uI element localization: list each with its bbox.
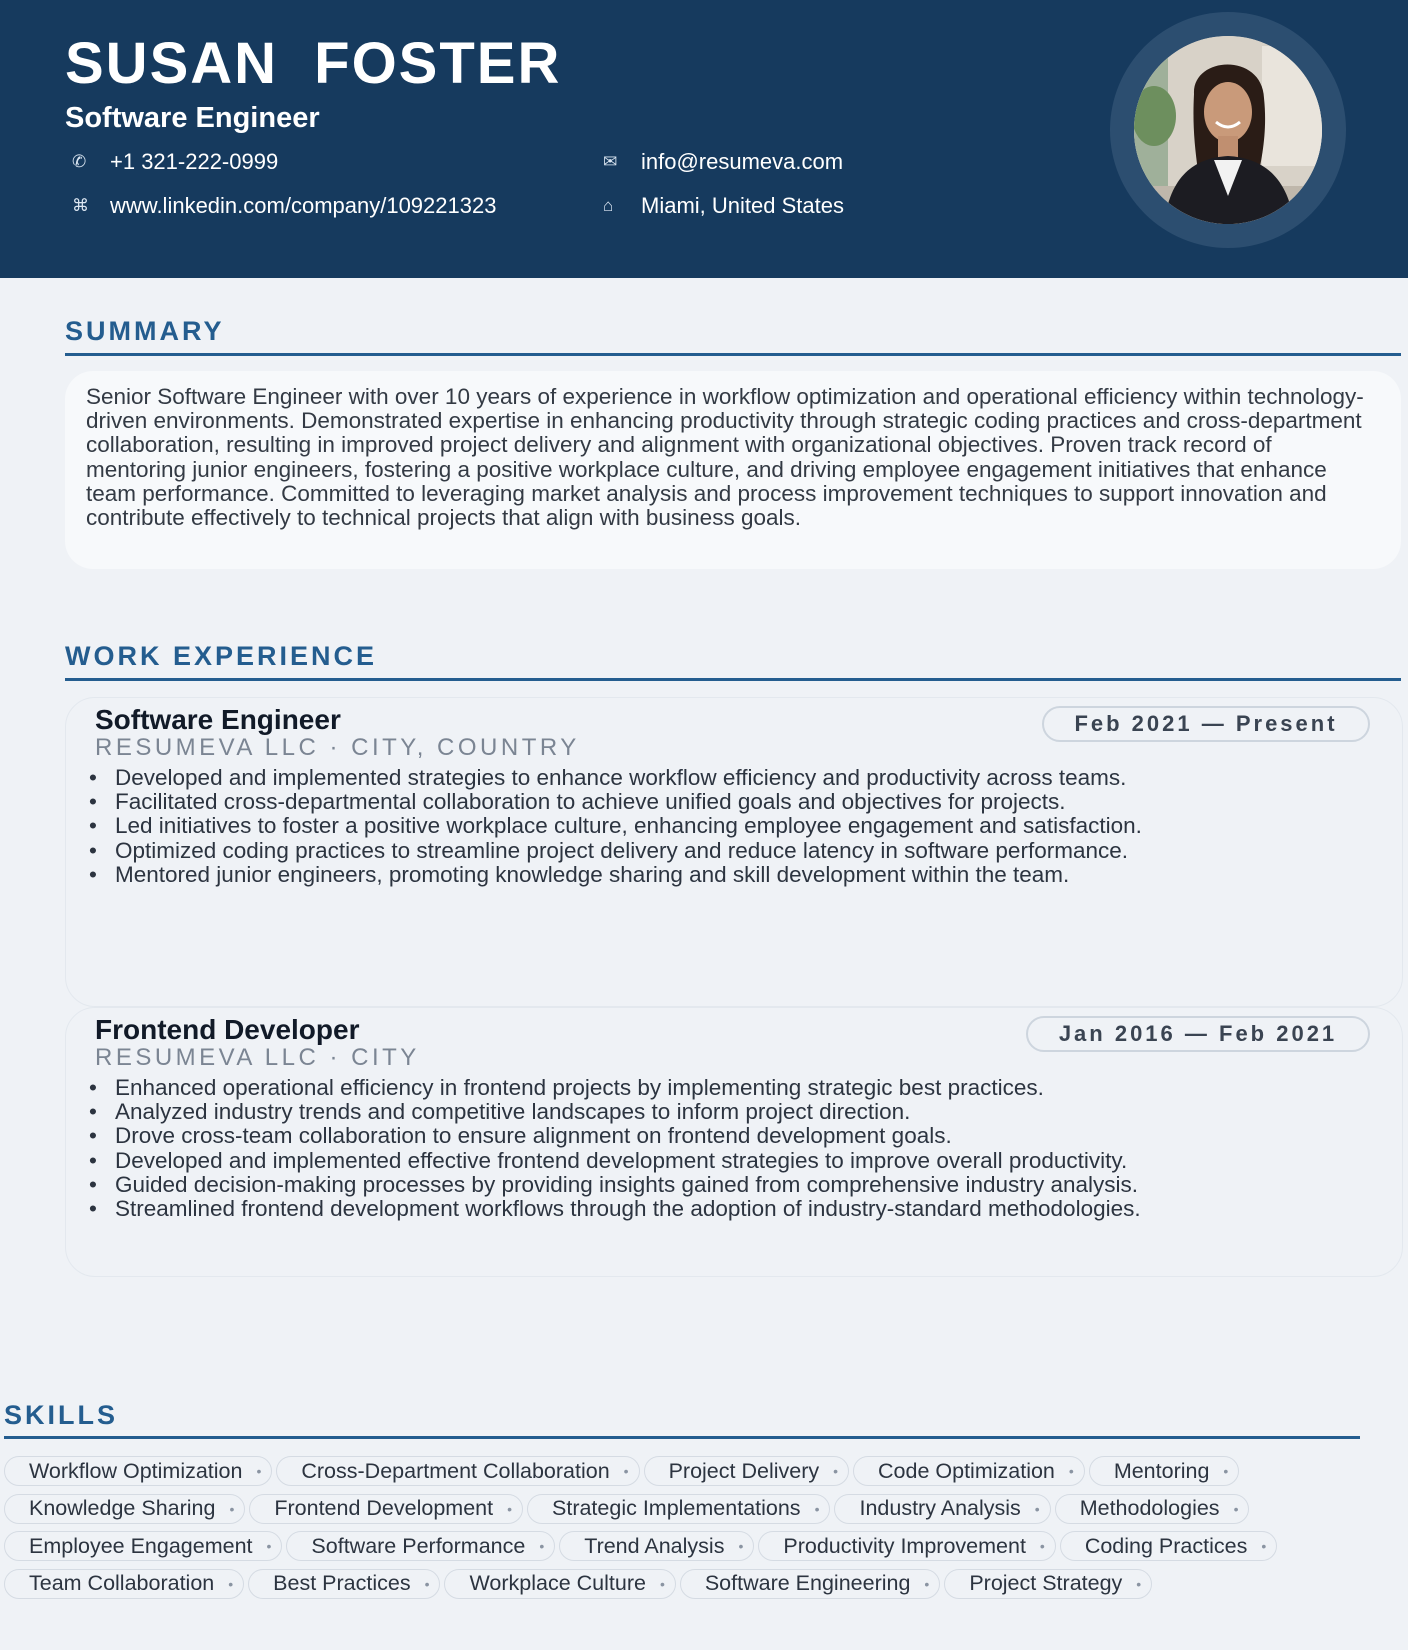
job-dates: Feb 2021 — Present — [1042, 706, 1370, 742]
skill-label: Coding Practices — [1084, 1533, 1248, 1558]
skill-label: Cross-Department Collaboration — [301, 1458, 610, 1483]
dot-icon: • — [1068, 1463, 1074, 1479]
job-title: Software Engineer — [95, 704, 341, 735]
list-item: • Facilitated cross-departmental collaboration to achieve unified goals and objectives for projects. — [89, 790, 1142, 814]
list-item: • Streamlined frontend development workflows through the adoption of industry-standard methodologies. — [89, 1197, 1141, 1221]
skill-label: Trend Analysis — [584, 1533, 725, 1558]
dot-icon: • — [1136, 1575, 1142, 1592]
resume-header — [0, 0, 1408, 278]
dot-icon: • — [424, 1575, 430, 1592]
email-icon: ✉ — [603, 152, 618, 171]
phone-icon: ✆ — [72, 152, 87, 171]
skill-label: Mentoring — [1113, 1458, 1210, 1483]
skill-label: Workflow Optimization — [29, 1458, 243, 1483]
skill-chip — [248, 1569, 440, 1599]
skill-row — [4, 1531, 1324, 1561]
skill-chip — [276, 1456, 639, 1486]
skill-chip — [758, 1531, 1055, 1561]
location-text: Miami, United States — [641, 193, 844, 218]
skill-row — [4, 1494, 1324, 1524]
list-item: • Optimized coding practices to streamline project delivery and reduce latency in software performance. — [89, 839, 1142, 863]
skill-label: Workplace Culture — [469, 1571, 646, 1595]
skill-label: Code Optimization — [878, 1458, 1055, 1483]
skill-label: Knowledge Sharing — [29, 1496, 216, 1520]
list-item: • Led initiatives to foster a positive workplace culture, enhancing employee engagement and satisfaction. — [89, 814, 1142, 838]
list-item: • Guided decision-making processes by providing insights gained from comprehensive industry analysis. — [89, 1173, 1141, 1197]
dot-icon: • — [228, 1575, 234, 1592]
skill-chip — [4, 1456, 272, 1486]
contact-location — [597, 193, 844, 219]
skill-chip — [834, 1494, 1050, 1524]
job-company: RESUMEVA LLC · CITY, COUNTRY — [95, 734, 580, 761]
skill-label: Project Strategy — [969, 1571, 1123, 1595]
dot-icon: • — [229, 1500, 235, 1517]
dot-icon: • — [924, 1575, 930, 1592]
skill-chip — [527, 1494, 830, 1524]
dot-icon: • — [1039, 1538, 1045, 1554]
avatar-photo — [1134, 36, 1322, 224]
skill-row — [4, 1569, 1324, 1599]
skill-chip — [644, 1456, 849, 1486]
dot-icon: • — [659, 1575, 665, 1592]
skill-chip — [559, 1531, 754, 1561]
skill-chip — [249, 1494, 523, 1524]
skill-chip — [4, 1494, 245, 1524]
job-title: Frontend Developer — [95, 1014, 360, 1045]
list-item: • Enhanced operational efficiency in frontend projects by implementing strategic best practices. — [89, 1076, 1141, 1100]
skill-label: Industry Analysis — [859, 1496, 1021, 1520]
dot-icon: • — [1261, 1538, 1267, 1554]
dot-icon: • — [539, 1538, 545, 1554]
link-icon: ⌘ — [72, 196, 89, 215]
skill-label: Productivity Improvement — [783, 1533, 1026, 1558]
job-card — [65, 697, 1403, 1007]
skill-chip — [1089, 1456, 1240, 1486]
skill-label: Team Collaboration — [29, 1571, 215, 1595]
contact-email[interactable] — [597, 149, 843, 175]
home-icon: ⌂ — [603, 196, 614, 215]
dot-icon: • — [814, 1500, 820, 1517]
skill-chip — [444, 1569, 675, 1599]
dot-icon: • — [833, 1463, 839, 1479]
contact-phone — [66, 149, 278, 175]
candidate-role: Software Engineer — [65, 102, 320, 134]
job-bullets — [89, 766, 1142, 887]
skill-chip — [4, 1531, 282, 1561]
avatar-ring — [1110, 12, 1346, 248]
contact-linkedin[interactable] — [66, 193, 496, 219]
skill-label: Software Performance — [311, 1533, 526, 1558]
skill-chip — [1055, 1494, 1250, 1524]
list-item: • Developed and implemented strategies to enhance workflow efficiency and productivity across teams. — [89, 766, 1142, 790]
skill-chip — [853, 1456, 1085, 1486]
avatar — [1134, 36, 1322, 224]
skill-chip — [4, 1569, 244, 1599]
list-item: • Analyzed industry trends and competitive landscapes to inform project direction. — [89, 1100, 1141, 1124]
summary-text: Senior Software Engineer with over 10 years of experience in workflow optimization and operational efficiency within technology-driven environments. Demonstrated expertise in enhancing productivity through strategic coding practices and cross-department collaboration, resulting in improved project delivery and alignment with organizational objectives. Proven track record of mentoring junior engineers, fostering a positive workplace culture, and driving employee engagement initiatives that enhance team performance. Committed to leveraging market analysis and process improvement techniques to support innovation and contribute effectively to technical projects that align with business goals. — [86, 384, 1364, 531]
skill-chip — [944, 1569, 1152, 1599]
skills-list — [4, 1456, 1324, 1606]
job-card — [65, 1007, 1403, 1277]
summary-heading: SUMMARY — [65, 316, 225, 346]
dot-icon: • — [507, 1500, 512, 1517]
skill-chip — [286, 1531, 555, 1561]
list-item: • Drove cross-team collaboration to ensure alignment on frontend development goals. — [89, 1124, 1141, 1148]
candidate-name: SUSAN FOSTER — [65, 31, 562, 96]
dot-icon: • — [1034, 1500, 1040, 1517]
dot-icon: • — [1223, 1463, 1229, 1479]
skill-label: Strategic Implementations — [552, 1496, 801, 1520]
email-text[interactable]: info@resumeva.com — [641, 149, 844, 174]
skill-label: Best Practices — [273, 1571, 411, 1595]
skill-label: Project Delivery — [668, 1458, 820, 1483]
job-dates: Jan 2016 — Feb 2021 — [1026, 1016, 1370, 1052]
phone-text: +1 321-222-0999 — [110, 149, 279, 174]
skill-chip — [680, 1569, 940, 1599]
dot-icon: • — [256, 1463, 262, 1479]
job-company: RESUMEVA LLC · CITY — [95, 1044, 420, 1071]
skills-heading: SKILLS — [4, 1400, 119, 1430]
skill-label: Software Engineering — [704, 1571, 911, 1595]
skill-label: Employee Engagement — [29, 1533, 253, 1558]
dot-icon: • — [738, 1538, 744, 1554]
summary-rule — [65, 353, 1401, 356]
dot-icon: • — [623, 1463, 629, 1479]
linkedin-text[interactable]: www.linkedin.com/company/109221323 — [110, 193, 497, 218]
skill-chip — [1060, 1531, 1277, 1561]
dot-icon: • — [266, 1538, 272, 1554]
skills-rule — [4, 1436, 1360, 1439]
skill-label: Frontend Development — [274, 1496, 494, 1520]
work-experience-rule — [65, 678, 1401, 681]
skill-row — [4, 1456, 1324, 1486]
job-bullets — [89, 1076, 1141, 1221]
list-item: • Mentored junior engineers, promoting knowledge sharing and skill development within the team. — [89, 863, 1142, 887]
skill-label: Methodologies — [1079, 1496, 1220, 1520]
dot-icon: • — [1233, 1500, 1239, 1517]
work-experience-heading: WORK EXPERIENCE — [65, 641, 378, 671]
list-item: • Developed and implemented effective frontend development strategies to improve overall productivity. — [89, 1149, 1141, 1173]
